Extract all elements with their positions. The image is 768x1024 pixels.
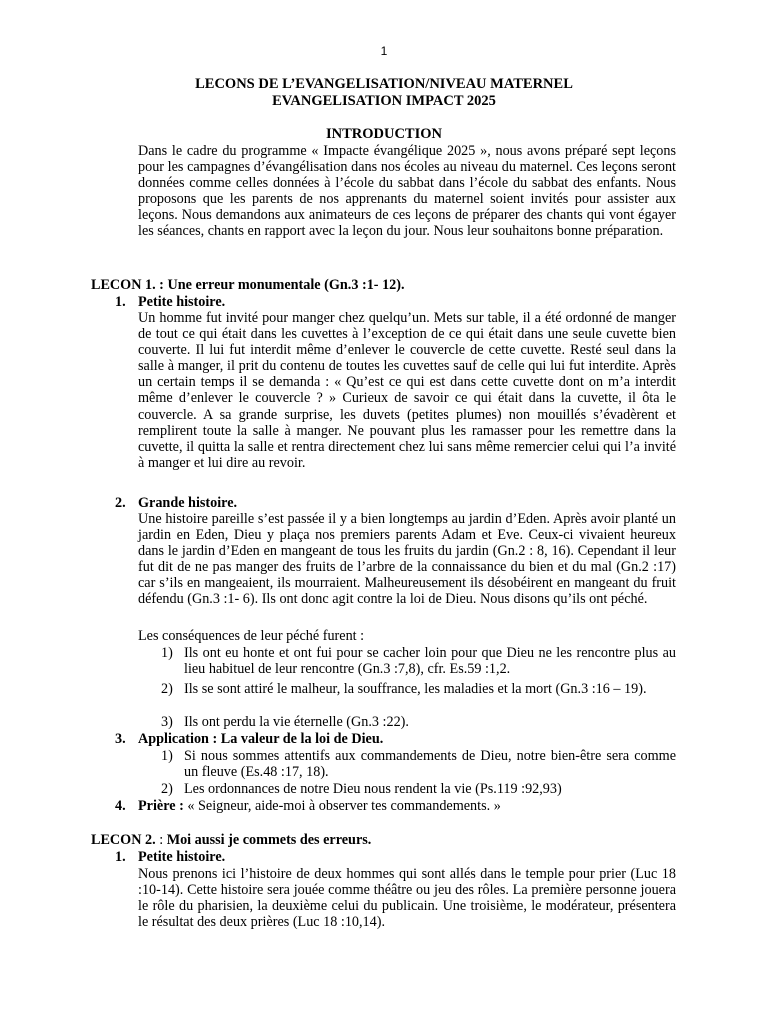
lesson1-section3-title: Application : La valeur de la loi de Dieu.	[138, 731, 384, 747]
lesson1-prayer-line	[138, 798, 678, 814]
consequence-2-text: Ils se sont attiré le malheur, la souffrance, les maladies et la mort (Gn.3 :16 – 19).	[184, 681, 647, 697]
lesson1-section3-number: 3.	[115, 731, 126, 747]
page-number: 1	[380, 44, 388, 58]
application-1-number: 1)	[161, 748, 173, 764]
consequence-1-text: Ils ont eu honte et ont fui pour se cacher loin pour que Dieu ne les rencontre plus au lieu habituel de leur rencontre (Gn.3 :7,8), cfr. Es.59 :1,2.	[184, 645, 676, 678]
lesson2-section1-number: 1.	[115, 849, 126, 865]
prayer-text: « Seigneur, aide-moi à observer tes commandements. »	[187, 798, 501, 814]
lesson2-heading-title: Moi aussi je commets des erreurs.	[166, 832, 372, 848]
document-title-line1: LECONS DE L’EVANGELISATION/NIVEAU MATERNEL	[195, 76, 573, 92]
application-2-text: Les ordonnances de notre Dieu nous rendent la vie (Ps.119 :92,93)	[184, 781, 562, 797]
introduction-paragraph: Dans le cadre du programme « Impacte évangélique 2025 », nous avons préparé sept leçons pour les campagnes d’évangélisation dans nos écoles au niveau du maternel. Ces leçons seront données comme celles données à l’école du sabbat dans l’école du sabbat des enfants. Nous proposons que les parents de nos apprenants du maternel soient invités pour assister aux leçons. Nous demandons aux animateurs de ces leçons de préparer des chants qui vont égayer les séances, chants en rapport avec la leçon du jour. Nous leur souhaitons bonne préparation.	[138, 143, 676, 240]
lesson1-heading: LECON 1. : Une erreur monumentale (Gn.3 :1- 12).	[91, 277, 405, 293]
lesson2-heading-separator: :	[155, 832, 167, 848]
lesson2-heading	[91, 832, 371, 849]
lesson2-heading-prefix: LECON 2.	[91, 832, 156, 848]
lesson1-section4-number: 4.	[115, 798, 126, 814]
prayer-label: Prière :	[138, 798, 184, 814]
lesson1-section1-title: Petite histoire.	[138, 294, 226, 310]
application-1-text: Si nous sommes attentifs aux commandements de Dieu, notre bien-être sera comme un fleuve (Es.48 :17, 18).	[184, 748, 676, 781]
lesson1-section2-title: Grande histoire.	[138, 495, 238, 511]
consequence-3-number: 3)	[161, 714, 173, 730]
lesson1-section2-text: Une histoire pareille s’est passée il y a bien longtemps au jardin d’Eden. Après avoir planté un jardin en Eden, Dieu y plaça nos premiers parents Adam et Eve. Ceux-ci vivaient heureux dans le jardin d’Eden en mangeant de tous les fruits du jardin (Gn.2 : 8, 16). Cependant il leur fut dit de ne pas manger des fruits de l’arbre de la connaissance du bien et du mal (Gn.2 :17) car s’ils en mangeaient, ils mourraient. Malheureusement ils désobéirent en mangeant du fruit défendu (Gn.3 :1- 6). Ils ont donc agit contre la loi de Dieu. Nous disons qu’ils ont péché.	[138, 511, 676, 608]
consequence-3-text: Ils ont perdu la vie éternelle (Gn.3 :22).	[184, 714, 409, 730]
lesson1-section2-number: 2.	[115, 495, 126, 511]
lesson1-section1-number: 1.	[115, 294, 126, 310]
lesson2-section1-title: Petite histoire.	[138, 849, 226, 865]
introduction-heading: INTRODUCTION	[325, 126, 442, 142]
consequence-1-number: 1)	[161, 645, 173, 661]
lesson1-section1-text: Un homme fut invité pour manger chez quelqu’un. Mets sur table, il a été ordonné de manger de tout ce qui était dans les cuvettes à l’exception de ce qui était dans une seule cuvette bien couverte. Il lui fut interdit même d’enlever le couvercle de cette cuvette. Resté seul dans la salle à manger, il prit du contenu de toutes les cuvettes sauf de celle qui lui fut interdite. Après un certain temps il se demanda : « Qu’est ce qui est dans cette cuvette dont on m’a interdit même d’enlever le couvercle ? » Curieux de savoir ce qui était dans la cuvette, il ôta le couvercle. A sa grande surprise, les duvets (petites plumes) non mouillés s’évadèrent et remplirent toute la salle à manger. Ne pouvant plus les ramasser pour les remettre dans la cuvette, il quitta la salle et rentra directement chez lui sans même remercier celui qui l’a invité à manger et lui dire au revoir.	[138, 310, 676, 471]
lesson2-section1-text: Nous prenons ici l’histoire de deux hommes qui sont allés dans le temple pour prier (Luc 18 :10-14). Cette histoire sera jouée comme théâtre ou jeu des rôles. La première personne jouera le rôle du pharisien, la deuxième celui du publicain. Une troisième, le modérateur, présentera le résultat des deux prières (Luc 18 :10,14).	[138, 866, 676, 931]
consequence-2-number: 2)	[161, 681, 173, 697]
lesson1-consequences-intro: Les conséquences de leur péché furent :	[138, 628, 365, 644]
application-2-number: 2)	[161, 781, 173, 797]
document-title-line2: EVANGELISATION IMPACT 2025	[272, 93, 496, 109]
